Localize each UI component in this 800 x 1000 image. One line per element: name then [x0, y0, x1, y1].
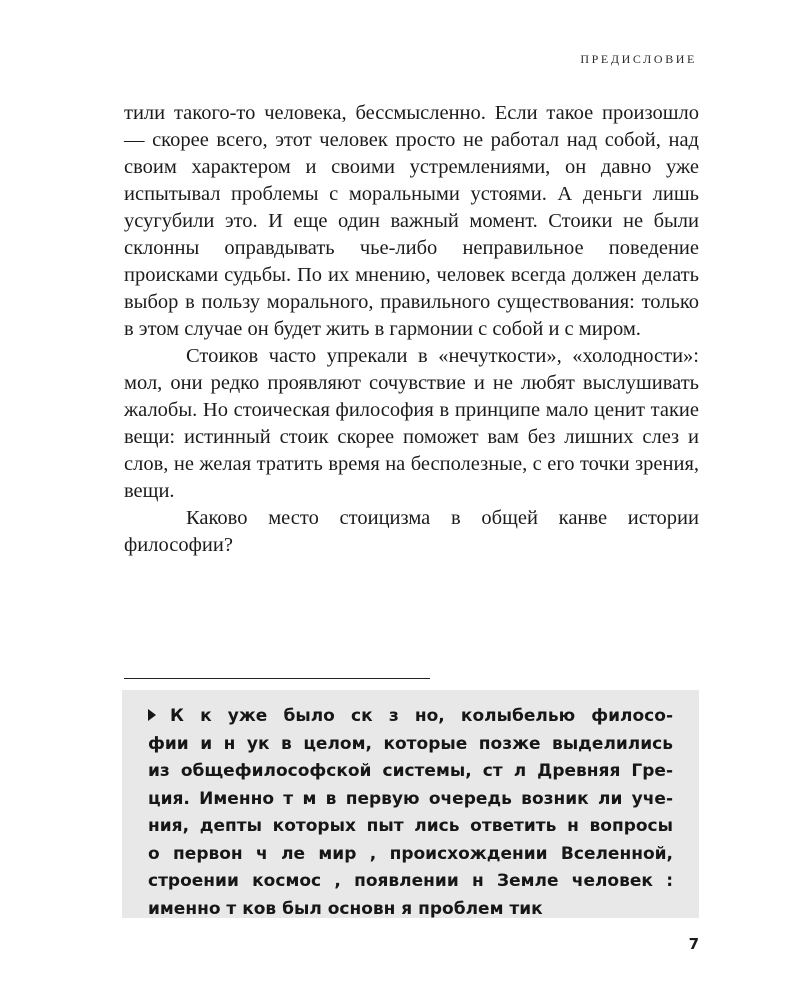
- paragraph-1: тили такого-то человека, бессмысленно. Если такое произошло — скорее всего, этот человек просто не работал над собой, над своим характером и своими устремлениями, он давно уже испытывал проблемы с моральными устоями. А деньги лишь усугубили это. И еще один важный момент. Стоики не были склонны оправдывать чье-либо неправильное поведение происками судьбы. По их мнению, человек всегда должен делать выбор в пользу морального, правильного существования: только в этом случае он будет жить в гармонии с собой и с миром.: [124, 102, 699, 340]
- triangle-bullet-icon: [148, 709, 156, 721]
- main-text: [124, 100, 699, 559]
- paragraph-3: Каково место стоицизма в общей канве истории философии?: [124, 507, 699, 556]
- callout-line-5: ния, депты которых пыт лись ответить н вопросы: [148, 816, 673, 836]
- callout-line-4: ция. Именно т м в первую очередь возник ли уче-: [148, 788, 673, 809]
- callout-line-6: о первон ч ле мир , происхождении Вселенной,: [148, 843, 673, 864]
- callout-line-1-text: К к уже было ск з но, колыбелью филосо-: [170, 706, 673, 726]
- callout-line-1: [148, 703, 673, 731]
- paragraph-2: Стоиков часто упрекали в «нечуткости», «холодности»: мол, они редко проявляют сочувствие и не любят выслушивать жалобы. Но стоическая философия в принципе мало ценит такие вещи: истинный стоик скорее поможет вам без лишних слез и слов, не желая тратить время на бесполезные, с его точки зрения, вещи.: [124, 345, 699, 502]
- callout-line-8: именно т ков был основн я проблем тик: [148, 898, 543, 919]
- callout-line-7: строении космос , появлении н Земле человек :: [148, 871, 673, 891]
- running-head: ПРЕДИСЛОВИЕ: [580, 52, 697, 66]
- callout-line-2: фии и н ук в целом, которые позже выделились: [148, 733, 673, 754]
- page-number: 7: [688, 935, 699, 953]
- callout-line-3: из общефилософской системы, ст л Древняя Гре-: [148, 761, 673, 781]
- footnote-rule: [124, 678, 430, 679]
- callout-text: [148, 703, 673, 923]
- callout-box: [122, 690, 699, 918]
